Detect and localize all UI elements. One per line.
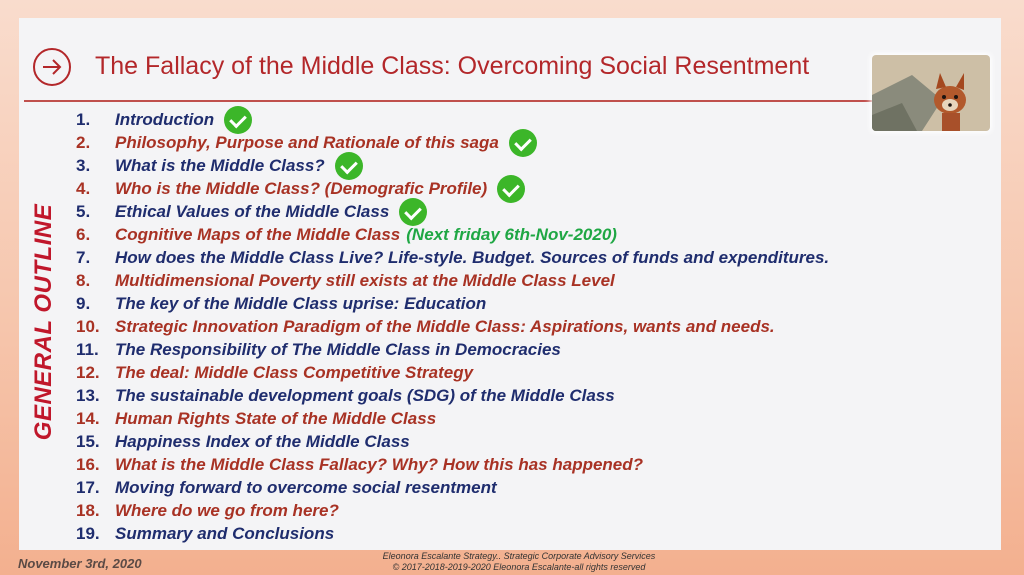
item-text: Human Rights State of the Middle Class — [115, 409, 437, 428]
item-text: The sustainable development goals (SDG) of the Middle Class — [115, 386, 615, 405]
footer-date: November 3rd, 2020 — [18, 556, 142, 571]
item-text: Ethical Values of the Middle Class — [115, 202, 390, 221]
item-text: Who is the Middle Class? (Demografic Profile) — [115, 179, 488, 198]
fox-photo — [872, 55, 990, 131]
item-text: Summary and Conclusions — [115, 524, 335, 543]
general-outline-label: GENERAL OUTLINE — [30, 203, 57, 441]
check-icon — [335, 152, 363, 180]
outline-item — [76, 315, 829, 338]
item-text: Cognitive Maps of the Middle Class — [115, 225, 401, 244]
outline-item — [76, 292, 829, 315]
item-number: 11. — [76, 340, 99, 359]
outline-item — [76, 453, 829, 476]
item-text: The key of the Middle Class uprise: Education — [115, 294, 487, 313]
outline-item — [76, 338, 829, 361]
item-number: 1. — [76, 110, 91, 129]
item-number: 7. — [76, 248, 91, 267]
item-number: 19. — [76, 524, 100, 543]
item-note: (Next friday 6th-Nov-2020) — [406, 225, 617, 244]
item-number: 3. — [76, 156, 91, 175]
outline-item — [76, 131, 829, 154]
item-number: 9. — [76, 294, 91, 313]
item-text: The Responsibility of The Middle Class in Democracies — [115, 340, 561, 359]
item-number: 6. — [76, 225, 91, 244]
item-text: How does the Middle Class Live? Life-style. Budget. Sources of funds and expenditures. — [115, 248, 830, 267]
item-text: The deal: Middle Class Competitive Strategy — [115, 363, 474, 382]
item-text: Moving forward to overcome social resentment — [115, 478, 497, 497]
outline-item — [76, 154, 829, 177]
item-number: 4. — [76, 179, 91, 198]
item-text: Philosophy, Purpose and Rationale of this saga — [115, 133, 499, 152]
outline-item — [76, 361, 829, 384]
check-icon — [497, 175, 525, 203]
item-number: 10. — [76, 317, 100, 336]
check-icon — [509, 129, 537, 157]
outline-list — [76, 108, 829, 545]
outline-item — [76, 499, 829, 522]
credit-line-1: Eleonora Escalante Strategy.. Strategic Corporate Advisory Services — [382, 551, 656, 561]
outline-item — [76, 407, 829, 430]
item-number: 8. — [76, 271, 91, 290]
item-number: 14. — [76, 409, 100, 428]
outline-item — [76, 430, 829, 453]
check-icon — [224, 106, 252, 134]
outline-item — [76, 476, 829, 499]
page-title: The Fallacy of the Middle Class: Overcoming Social Resentment — [95, 52, 810, 80]
item-text: Happiness Index of the Middle Class — [115, 432, 410, 451]
arrow-circle-icon — [32, 47, 72, 87]
outline-item — [76, 269, 829, 292]
item-number: 5. — [76, 202, 91, 221]
item-text: Multidimensional Poverty still exists at the Middle Class Level — [115, 271, 615, 290]
item-text: Where do we go from here? — [115, 501, 339, 520]
item-text: What is the Middle Class Fallacy? Why? How this has happened? — [115, 455, 644, 474]
outline-item — [76, 177, 829, 200]
footer-credit — [369, 551, 669, 573]
outline-item — [76, 223, 829, 246]
item-number: 2. — [76, 133, 91, 152]
item-number: 15. — [76, 432, 100, 451]
credit-line-2: © 2017-2018-2019-2020 Eleonora Escalante-all rights reserved — [392, 562, 646, 572]
item-number: 16. — [76, 455, 100, 474]
outline-item — [76, 384, 829, 407]
item-text: Strategic Innovation Paradigm of the Middle Class: Aspirations, wants and needs. — [115, 317, 775, 336]
outline-item — [76, 108, 829, 131]
item-number: 13. — [76, 386, 100, 405]
outline-item — [76, 200, 829, 223]
outline-item — [76, 246, 829, 269]
check-icon — [399, 198, 427, 226]
item-text: What is the Middle Class? — [115, 156, 325, 175]
item-number: 17. — [76, 478, 100, 497]
outline-item — [76, 522, 829, 545]
item-number: 12. — [76, 363, 100, 382]
item-text: Introduction — [115, 110, 215, 129]
title-divider — [24, 100, 872, 102]
item-number: 18. — [76, 501, 100, 520]
